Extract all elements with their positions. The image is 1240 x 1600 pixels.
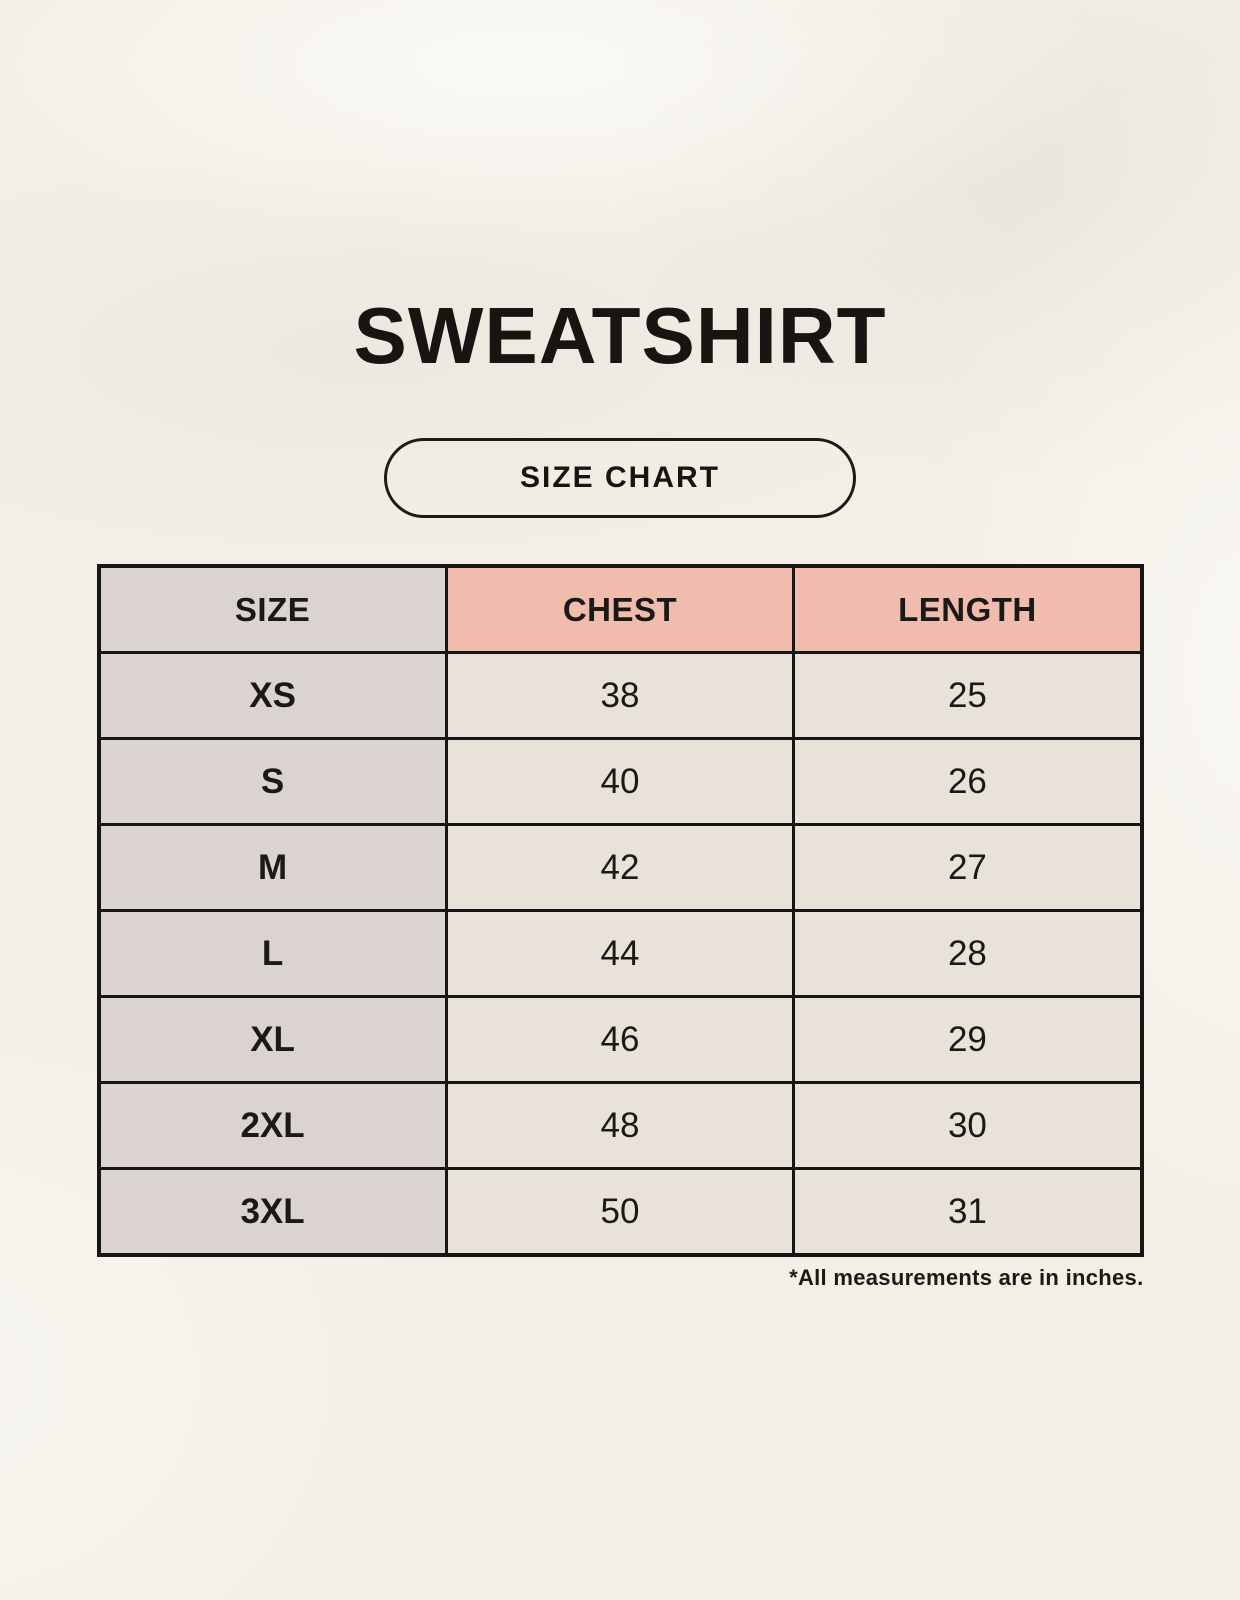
size-chart-badge: SIZE CHART: [384, 438, 856, 518]
size-cell: 2XL: [99, 1083, 447, 1169]
chest-cell: 38: [446, 653, 794, 739]
chest-cell: 46: [446, 997, 794, 1083]
length-cell: 28: [794, 911, 1142, 997]
column-header-length: LENGTH: [794, 566, 1142, 653]
table-row: [99, 997, 1142, 1083]
size-cell: L: [99, 911, 447, 997]
length-cell: 29: [794, 997, 1142, 1083]
table-row: [99, 739, 1142, 825]
length-cell: 25: [794, 653, 1142, 739]
length-cell: 31: [794, 1169, 1142, 1256]
header-area: [0, 0, 1240, 518]
size-cell: XL: [99, 997, 447, 1083]
chest-cell: 50: [446, 1169, 794, 1256]
chest-cell: 48: [446, 1083, 794, 1169]
size-cell: 3XL: [99, 1169, 447, 1256]
length-cell: 27: [794, 825, 1142, 911]
length-cell: 30: [794, 1083, 1142, 1169]
column-header-chest: CHEST: [446, 566, 794, 653]
chest-cell: 42: [446, 825, 794, 911]
size-chart-table: [97, 564, 1144, 1257]
column-header-size: SIZE: [99, 566, 447, 653]
table-row: [99, 653, 1142, 739]
size-cell: M: [99, 825, 447, 911]
measurements-footnote: *All measurements are in inches.: [789, 1265, 1144, 1290]
chest-cell: 44: [446, 911, 794, 997]
table-row: [99, 911, 1142, 997]
size-cell: XS: [99, 653, 447, 739]
table-row: [99, 1083, 1142, 1169]
size-cell: S: [99, 739, 447, 825]
table-row: [99, 1169, 1142, 1256]
table-row: [99, 825, 1142, 911]
page-title: SWEATSHIRT: [353, 291, 887, 380]
length-cell: 26: [794, 739, 1142, 825]
table-header-row: [99, 566, 1142, 653]
chest-cell: 40: [446, 739, 794, 825]
